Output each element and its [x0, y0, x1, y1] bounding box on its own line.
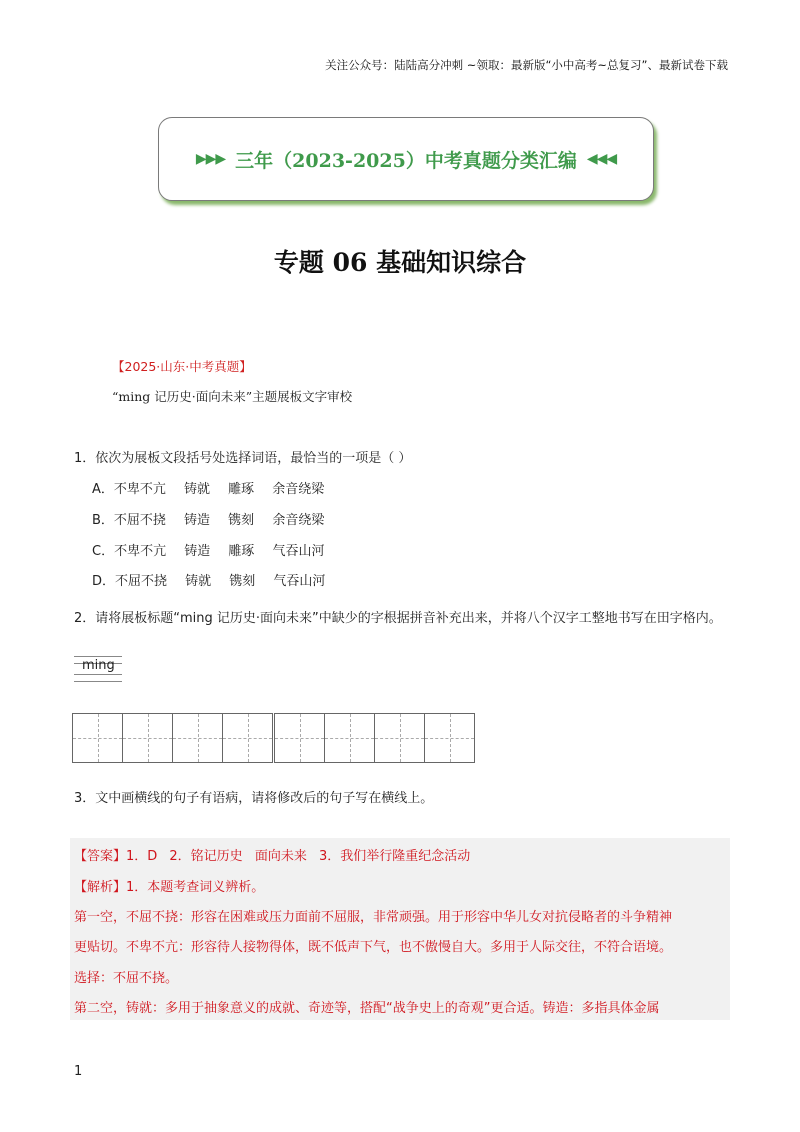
- theme-line: “ming 记历史·面向未来”主题展板文字审校: [112, 389, 353, 404]
- tianzige-cell[interactable]: [374, 713, 425, 763]
- tianzige-cell[interactable]: [172, 713, 223, 763]
- tianzige-cell[interactable]: [424, 713, 475, 763]
- banner-text: 三年（2023-2025）中考真题分类汇编: [235, 149, 577, 172]
- answer-line: 【答案】1．D 2．铭记历史 面向未来 3．我们举行隆重纪念活动: [74, 849, 471, 864]
- pinyin-line: [74, 656, 122, 657]
- tianzige-cell[interactable]: [122, 713, 173, 763]
- option-c: C．不卑不亢 铸造 雕琢 气吞山河: [92, 544, 325, 559]
- tianzige-cell[interactable]: [274, 713, 325, 763]
- header-note: 关注公众号：陆陆高分冲刺 ~领取：最新版“小中高考~总复习”、最新试卷下载: [325, 58, 728, 72]
- source-tag: 【2025·山东·中考真题】: [112, 359, 252, 374]
- question-1-stem: 1．依次为展板文段括号处选择词语，最恰当的一项是（ ）: [74, 451, 412, 466]
- question-3-stem: 3．文中画横线的句子有语病，请将修改后的句子写在横线上。: [74, 791, 434, 806]
- pinyin-line: [74, 674, 122, 675]
- pinyin-lines: [74, 656, 122, 682]
- right-arrows-icon: ▶▶▶: [195, 151, 226, 167]
- pinyin-text: ming: [82, 658, 115, 673]
- option-d: D．不屈不挠 铸就 镌刻 气吞山河: [92, 574, 326, 589]
- analysis-line: 第二空，铸就：多用于抽象意义的成就、奇迹等，搭配“战争史上的奇观”更合适。铸造：多指具体金属: [74, 1001, 660, 1016]
- question-2-stem: 2．请将展板标题“ming 记历史·面向未来”中缺少的字根据拼音补充出来，并将八个汉字工整地书写在田字格内。: [74, 611, 722, 626]
- tianzige-grid-right: [275, 713, 475, 763]
- tianzige-cell[interactable]: [72, 713, 123, 763]
- option-b: B．不屈不挠 铸造 镌刻 余音绕梁: [92, 513, 325, 528]
- answer-panel: [70, 838, 730, 1020]
- pinyin-line: [74, 681, 122, 682]
- left-arrows-icon: ◀◀◀: [586, 151, 617, 167]
- option-a: A．不卑不亢 铸就 雕琢 余音绕梁: [92, 482, 325, 497]
- series-banner: [158, 117, 654, 201]
- tianzige-cell[interactable]: [324, 713, 375, 763]
- page-title: 专题 06 基础知识综合: [273, 248, 527, 277]
- page-number: 1: [74, 1064, 83, 1079]
- analysis-line: 【解析】1．本题考查词义辨析。: [74, 880, 265, 895]
- analysis-line: 更贴切。不卑不亢：形容待人接物得体，既不低声下气，也不傲慢自大。多用于人际交往，不符合语境。: [74, 940, 673, 955]
- tianzige-cell[interactable]: [222, 713, 273, 763]
- analysis-line: 第一空，不屈不挠：形容在困难或压力面前不屈服，非常顽强。用于形容中华儿女对抗侵略者的斗争精神: [74, 910, 673, 925]
- tianzige-grid-left: [73, 713, 273, 763]
- analysis-line: 选择：不屈不挠。: [74, 971, 179, 986]
